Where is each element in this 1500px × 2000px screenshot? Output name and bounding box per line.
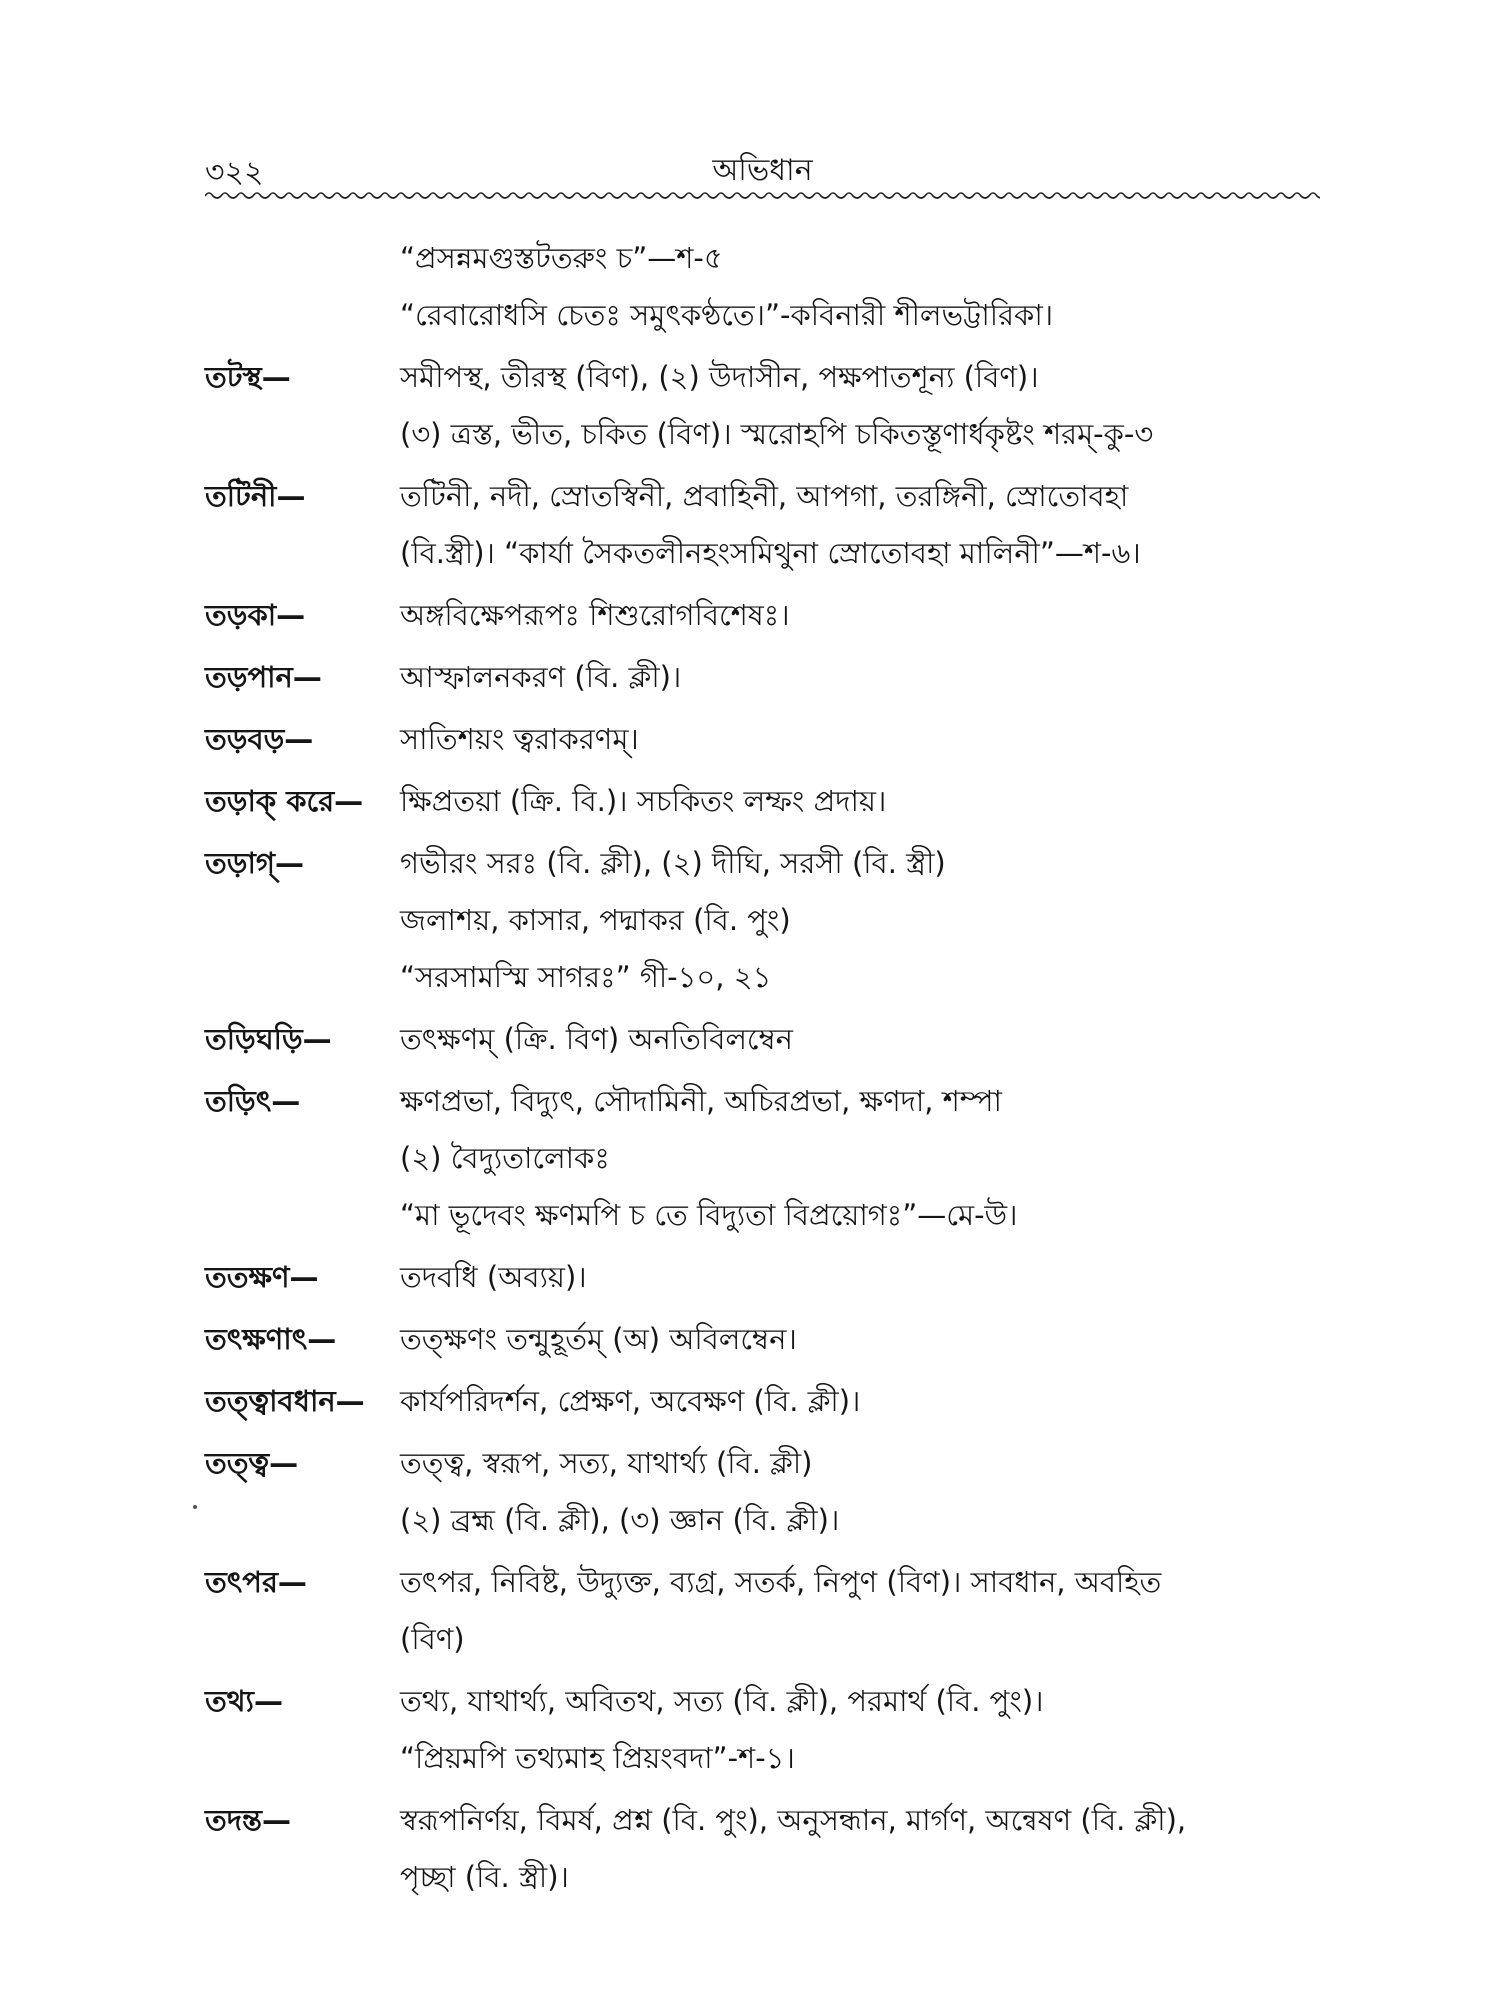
entry-definitions bbox=[400, 1373, 1325, 1430]
entry-definitions bbox=[400, 1792, 1325, 1906]
entry-gap bbox=[205, 1906, 1325, 1911]
entry-definitions bbox=[400, 230, 1325, 344]
entry-list bbox=[205, 230, 1325, 1911]
entry-headword: তড়িৎ— bbox=[205, 1084, 301, 1118]
entry-headword: তটস্থ— bbox=[205, 360, 291, 394]
definition-line: তদবধি (অব্যয়)। bbox=[400, 1260, 587, 1294]
definition-line: তটিনী, নদী, স্রোতস্বিনী, প্রবাহিনী, আপগা, তরঙ্গিনী, স্রোতোবহা bbox=[400, 479, 1129, 513]
definition-line: (বিণ) bbox=[400, 1622, 465, 1656]
dictionary-entry bbox=[205, 468, 1325, 582]
entry-headword: তড়কা— bbox=[205, 598, 306, 632]
entry-headword: তত্ত্বাবধান— bbox=[205, 1384, 365, 1418]
dictionary-entry bbox=[205, 1435, 1325, 1549]
entry-headword: তদন্ত— bbox=[205, 1803, 291, 1837]
entry-definitions bbox=[400, 1311, 1325, 1368]
definition-line: তৎক্ষণম্ (ক্রি. বিণ) অনতিবিলম্বেন bbox=[400, 1022, 793, 1056]
dictionary-entry bbox=[205, 1373, 1325, 1430]
entry-definitions bbox=[400, 1673, 1325, 1787]
definition-line: তৎপর, নিবিষ্ট, উদ্যুক্ত, ব্যগ্র, সতর্ক, নিপুণ (বিণ)। সাবধান, অবহিত bbox=[400, 1565, 1162, 1599]
entry-definitions bbox=[400, 649, 1325, 706]
entry-headword: তৎপর— bbox=[205, 1565, 307, 1599]
dictionary-entry bbox=[205, 230, 1325, 344]
dictionary-entry bbox=[205, 649, 1325, 706]
print-speck bbox=[193, 1505, 197, 1509]
definition-line: (বি.স্ত্রী)। “কার্যা সৈকতলীনহংসমিথুনা স্রোতোবহা মালিনী”—শ-৬। bbox=[400, 536, 1141, 570]
entry-headword: তড়াক্ করে— bbox=[205, 784, 364, 818]
dictionary-entry bbox=[205, 1011, 1325, 1068]
entry-definitions bbox=[400, 468, 1325, 582]
entry-definitions bbox=[400, 835, 1325, 1006]
definition-line: জলাশয়, কাসার, পদ্মাকর (বি. পুং) bbox=[400, 903, 791, 937]
definition-line: (৩) ত্রস্ত, ভীত, চকিত (বিণ)। স্মরোহপি চকিতস্তূণার্ধকৃষ্টং শরম্-কু-৩ bbox=[400, 417, 1154, 451]
definition-line: (২) ব্রহ্ম (বি. ক্লী), (৩) জ্ঞান (বি. ক্লী)। bbox=[400, 1503, 840, 1537]
page-number: ৩২২ bbox=[205, 155, 264, 190]
definition-line: তত্ক্ষণং তন্মুহূর্তম্ (অ) অবিলম্বেন। bbox=[400, 1322, 797, 1356]
dictionary-entry bbox=[205, 773, 1325, 830]
entry-headword: তটিনী— bbox=[205, 479, 306, 513]
entry-headword: তড়িঘড়ি— bbox=[205, 1022, 332, 1056]
entry-headword: তত্ত্ব— bbox=[205, 1446, 299, 1480]
dictionary-entry bbox=[205, 835, 1325, 1006]
entry-definitions bbox=[400, 1249, 1325, 1306]
definition-line: (২) বৈদ্যুতালোকঃ bbox=[400, 1141, 610, 1175]
entry-headword: তড়বড়— bbox=[205, 722, 314, 756]
entry-definitions bbox=[400, 349, 1325, 463]
definition-line: “মা ভূদেবং ক্ষণমপি চ তে বিদ্যুতা বিপ্রয়োগঃ”—মে-উ। bbox=[400, 1198, 1018, 1232]
definition-line: ক্ষণপ্রভা, বিদ্যুৎ, সৌদামিনী, অচিরপ্রভা, ক্ষণদা, শম্পা bbox=[400, 1084, 1002, 1118]
entry-headword: তৎক্ষণাৎ— bbox=[205, 1322, 337, 1356]
definition-line: “রেবারোধসি চেতঃ সমুৎকণ্ঠতে।”-কবিনারী শীলভট্টারিকা। bbox=[400, 298, 1054, 332]
definition-line: গভীরং সরঃ (বি. ক্লী), (২) দীঘি, সরসী (বি. স্ত্রী) bbox=[400, 846, 946, 880]
definition-line: সাতিশয়ং ত্বরাকরণম্। bbox=[400, 722, 639, 756]
entry-headword: ততক্ষণ— bbox=[205, 1260, 319, 1294]
definition-line: সমীপস্থ, তীরস্থ (বিণ), (২) উদাসীন, পক্ষপাতশূন্য (বিণ)। bbox=[400, 360, 1039, 394]
definition-line: স্বরূপনির্ণয়, বিমর্ষ, প্রশ্ন (বি. পুং), অনুসন্ধান, মার্গণ, অন্বেষণ (বি. ক্লী), bbox=[400, 1803, 1187, 1837]
definition-line: পৃচ্ছা (বি. স্ত্রী)। bbox=[400, 1860, 569, 1894]
dictionary-entry bbox=[205, 1554, 1325, 1668]
entry-definitions bbox=[400, 1011, 1325, 1068]
dictionary-entry bbox=[205, 1311, 1325, 1368]
dictionary-entry bbox=[205, 1073, 1325, 1244]
dictionary-entry bbox=[205, 1249, 1325, 1306]
definition-line: “প্রিয়মপি তথ্যমাহ প্রিয়ংবদা”-শ-১। bbox=[400, 1741, 795, 1775]
definition-line: অঙ্গবিক্ষেপরূপঃ শিশুরোগবিশেষঃ। bbox=[400, 598, 790, 632]
entry-definitions bbox=[400, 1435, 1325, 1549]
definition-line: “সরসামস্মি সাগরঃ” গী-১০, ২১ bbox=[400, 960, 772, 994]
entry-headword: তড়াগ্— bbox=[205, 846, 304, 880]
entry-definitions bbox=[400, 1073, 1325, 1244]
definition-line: আস্ফালনকরণ (বি. ক্লী)। bbox=[400, 660, 682, 694]
entry-headword: তড়পান— bbox=[205, 660, 322, 694]
entry-definitions bbox=[400, 587, 1325, 644]
definition-line: কার্যপরিদর্শন, প্রেক্ষণ, অবেক্ষণ (বি. ক্লী)। bbox=[400, 1384, 861, 1418]
page-header bbox=[205, 140, 1320, 190]
dictionary-entry bbox=[205, 1673, 1325, 1787]
entry-definitions bbox=[400, 1554, 1325, 1668]
wavy-divider-rule bbox=[205, 184, 1320, 204]
entry-headword: তথ্য— bbox=[205, 1684, 283, 1718]
definition-line: ক্ষিপ্রতয়া (ক্রি. বি.)। সচকিতং লম্ফং প্রদায়। bbox=[400, 784, 887, 818]
dictionary-entry bbox=[205, 587, 1325, 644]
definition-line: তথ্য, যাথার্থ্য, অবিতথ, সত্য (বি. ক্লী), পরমার্থ (বি. পুং)। bbox=[400, 1684, 1044, 1718]
running-title: অভিধান bbox=[712, 153, 813, 188]
dictionary-entry bbox=[205, 711, 1325, 768]
definition-line: “প্রসন্নমগুস্তটতরুং চ”—শ-৫ bbox=[400, 241, 723, 275]
dictionary-entry bbox=[205, 1792, 1325, 1906]
dictionary-entry bbox=[205, 349, 1325, 463]
entry-definitions bbox=[400, 711, 1325, 768]
entry-definitions bbox=[400, 773, 1325, 830]
definition-line: তত্ত্ব, স্বরূপ, সত্য, যাথার্থ্য (বি. ক্লী) bbox=[400, 1446, 813, 1480]
